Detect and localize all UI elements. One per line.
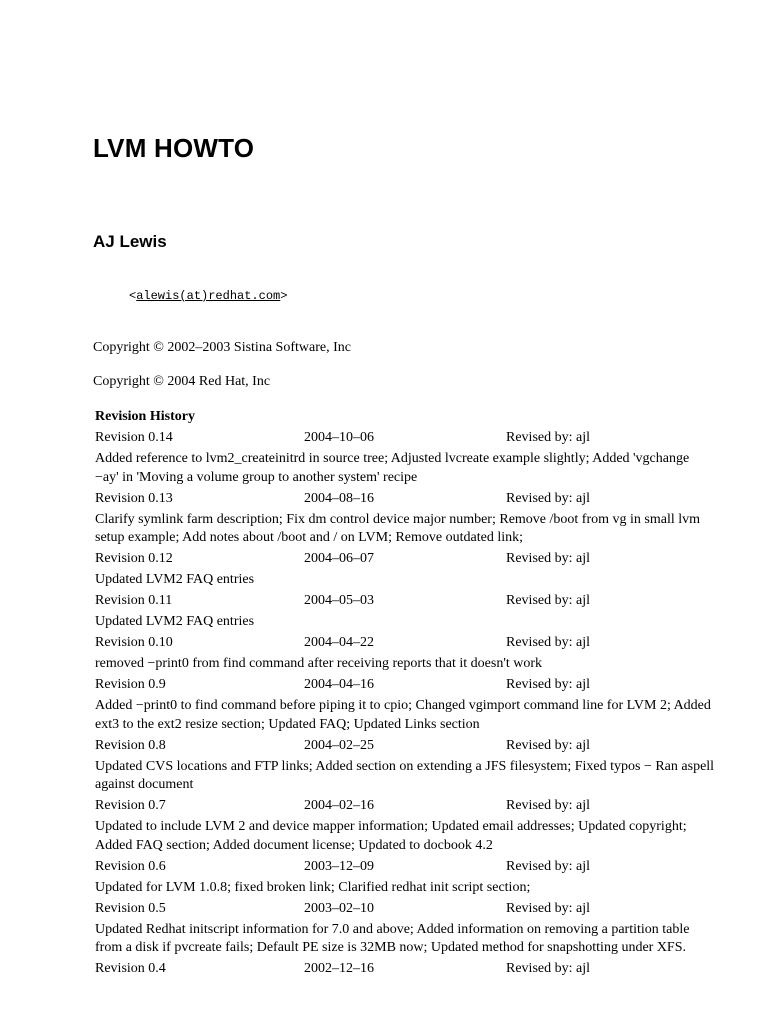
revision-date: 2004–04–16 <box>304 677 374 692</box>
revision-number: Revision 0.10 <box>95 635 173 650</box>
revision-description: Clarify symlink farm description; Fix dm control device major number; Remove /boot from vg in small lvm setup example; Add notes about /boot and / on LVM; Remove outdated link; <box>95 511 701 545</box>
revision-number: Revision 0.9 <box>95 677 166 692</box>
revision-date: 2004–06–07 <box>304 551 374 566</box>
revision-date: 2004–08–16 <box>304 490 374 506</box>
revision-number: Revision 0.4 <box>95 961 166 976</box>
author-email <box>129 288 287 304</box>
copyright-sistina: Copyright © 2002–2003 Sistina Software, Inc <box>93 340 351 355</box>
revision-description: Updated LVM2 FAQ entries <box>95 614 255 629</box>
document-title: LVM HOWTO <box>93 133 255 163</box>
revision-description: Updated for LVM 1.0.8; fixed broken link; Clarified redhat init script section; <box>95 879 531 895</box>
revision-date: 2004–10–06 <box>304 430 374 445</box>
revision-number: Revision 0.14 <box>95 430 173 445</box>
revision-header-row <box>95 676 715 695</box>
revision-date: 2004–04–22 <box>304 635 374 650</box>
revision-description: Updated CVS locations and FTP links; Added section on extending a JFS filesystem; Fixed typos − Ran aspell against document <box>95 758 715 792</box>
revision-date: 2004–02–16 <box>304 798 374 813</box>
revision-date: 2004–05–03 <box>304 593 374 608</box>
revision-entry <box>95 550 715 590</box>
revision-number: Revision 0.6 <box>95 858 166 874</box>
revision-description: removed −print0 from find command after receiving reports that it doesn't work <box>95 656 543 671</box>
revision-date: 2004–02–25 <box>304 737 374 753</box>
revision-header-row <box>95 797 715 816</box>
revision-entry <box>95 737 715 795</box>
email-close-bracket: > <box>280 289 288 303</box>
revision-author: Revised by: ajl <box>506 551 590 566</box>
revision-entry <box>95 592 715 632</box>
revision-entry <box>95 676 715 734</box>
revision-author: Revised by: ajl <box>506 593 590 608</box>
revision-author: Revised by: ajl <box>506 798 590 813</box>
revision-entry <box>95 900 715 958</box>
revision-description: Updated Redhat initscript information for 7.0 and above; Added information on removing a partition table from a disk if pvcreate fails; Default PE size is 32MB now; Updated method for snapshotting under XFS. <box>95 921 690 955</box>
copyright-redhat: Copyright © 2004 Red Hat, Inc <box>93 374 271 389</box>
revision-author: Revised by: ajl <box>506 490 590 506</box>
revision-number: Revision 0.8 <box>95 737 166 753</box>
email-open-bracket: < <box>129 289 137 303</box>
revision-entry <box>95 634 715 674</box>
revision-number: Revision 0.12 <box>95 551 173 566</box>
revision-entry <box>95 960 715 979</box>
revision-entry <box>95 858 715 898</box>
revision-number: Revision 0.11 <box>95 593 173 608</box>
revision-number: Revision 0.13 <box>95 490 173 506</box>
revision-header-row <box>95 490 715 509</box>
revision-number: Revision 0.5 <box>95 900 166 916</box>
revision-header-row <box>95 900 715 919</box>
revision-header-row <box>95 429 715 448</box>
author-name: AJ Lewis <box>93 232 167 251</box>
revision-description: Updated LVM2 FAQ entries <box>95 572 255 587</box>
revision-date: 2002–12–16 <box>304 961 374 976</box>
revision-entry <box>95 797 715 855</box>
revision-date: 2003–12–09 <box>304 858 374 874</box>
revision-date: 2003–02–10 <box>304 900 374 916</box>
revision-author: Revised by: ajl <box>506 961 590 976</box>
revision-author: Revised by: ajl <box>506 677 590 692</box>
revision-entry <box>95 429 715 487</box>
revision-header-row <box>95 960 715 979</box>
revision-history-list <box>95 429 715 981</box>
email-link[interactable]: alewis(at)redhat.com <box>136 289 281 303</box>
revision-author: Revised by: ajl <box>506 430 590 445</box>
revision-header-row <box>95 737 715 756</box>
revision-entry <box>95 490 715 548</box>
revision-header-row <box>95 634 715 653</box>
revision-description: Added reference to lvm2_createinitrd in source tree; Adjusted lvcreate example slightly; Added 'vgchange −ay' in 'Moving a volume group to another system' recipe <box>95 451 690 485</box>
revision-author: Revised by: ajl <box>506 900 590 916</box>
revision-author: Revised by: ajl <box>506 858 590 874</box>
revision-header-row <box>95 592 715 611</box>
revision-author: Revised by: ajl <box>506 737 590 753</box>
revision-history-heading: Revision History <box>95 409 195 424</box>
revision-author: Revised by: ajl <box>506 635 590 650</box>
revision-description: Added −print0 to find command before piping it to cpio; Changed vgimport command line for LVM 2; Added ext3 to the ext2 resize section; Updated FAQ; Updated Links section <box>95 698 711 732</box>
revision-number: Revision 0.7 <box>95 798 166 813</box>
revision-description: Updated to include LVM 2 and device mapper information; Updated email addresses; Updated copyright; Added FAQ section; Added document license; Updated to docbook 4.2 <box>95 819 687 853</box>
revision-header-row <box>95 550 715 569</box>
revision-header-row <box>95 858 715 877</box>
